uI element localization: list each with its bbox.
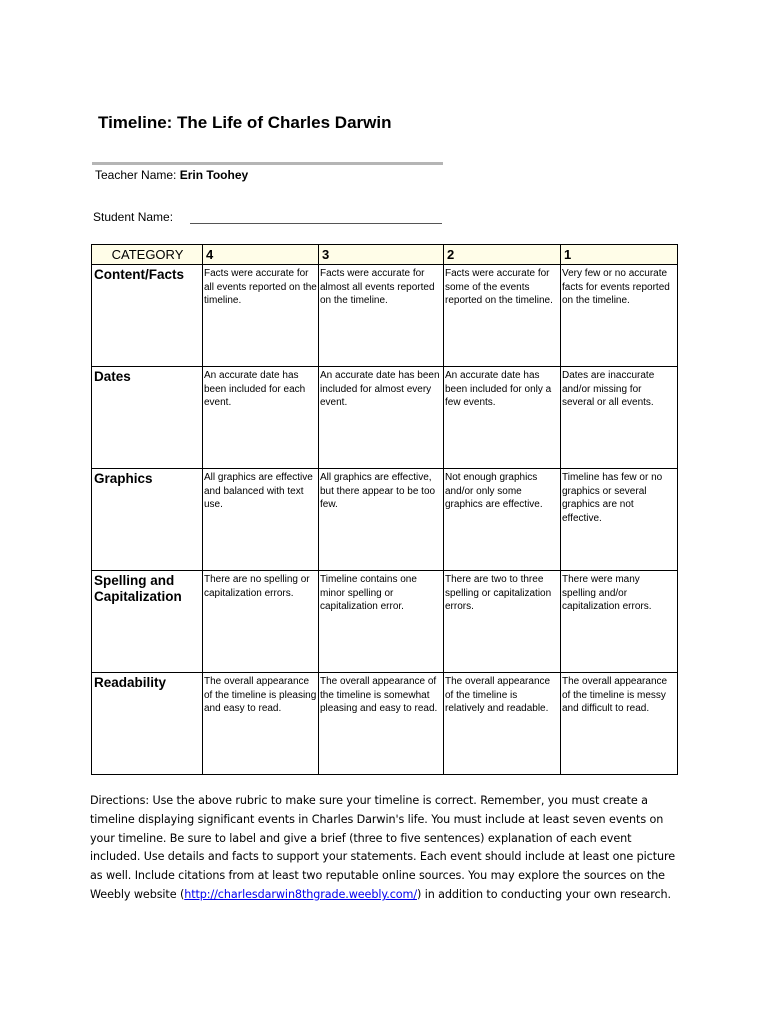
rubric-cell: An accurate date has been included for each event.	[203, 367, 319, 469]
rubric-cell: An accurate date has been included for only a few events.	[444, 367, 561, 469]
rubric-cell: There are two to three spelling or capitalization errors.	[444, 571, 561, 673]
title-divider	[92, 162, 443, 165]
rubric-cell: There were many spelling and/or capitalization errors.	[561, 571, 678, 673]
category-label: Graphics	[92, 469, 203, 571]
directions-text: Directions: Use the above rubric to make sure your timeline is correct. Remember, you must create a timeline displaying significant events in Charles Darwin's life. You must include at least seven events on your timeline. Be sure to label and give a brief (three to five sentences) explanation of each event included. Use details and facts to support your statements. Each event should include at least one picture as well. Include citations from at least two reputable online sources. You may explore the sources on the Weebly website (	[90, 794, 676, 901]
rubric-cell: Facts were accurate for almost all events reported on the timeline.	[319, 265, 444, 367]
header-score-4: 4	[203, 245, 319, 265]
rubric-cell: The overall appearance of the timeline is somewhat pleasing and easy to read.	[319, 673, 444, 775]
rubric-cell: The overall appearance of the timeline is messy and difficult to read.	[561, 673, 678, 775]
header-category: CATEGORY	[92, 245, 203, 265]
category-label: Readability	[92, 673, 203, 775]
category-label: Content/Facts	[92, 265, 203, 367]
rubric-cell: Dates are inaccurate and/or missing for several or all events.	[561, 367, 678, 469]
weebly-link[interactable]: http://charlesdarwin8thgrade.weebly.com/	[184, 887, 417, 901]
rubric-table	[91, 244, 678, 775]
rubric-row-content-facts	[92, 265, 678, 367]
rubric-cell: Facts were accurate for some of the events reported on the timeline.	[444, 265, 561, 367]
rubric-cell: The overall appearance of the timeline is pleasing and easy to read.	[203, 673, 319, 775]
rubric-cell: Facts were accurate for all events reported on the timeline.	[203, 265, 319, 367]
page-title: Timeline: The Life of Charles Darwin	[98, 113, 392, 132]
category-label: Dates	[92, 367, 203, 469]
header-score-2: 2	[444, 245, 561, 265]
rubric-header-row	[92, 245, 678, 265]
rubric-cell: Not enough graphics and/or only some graphics are effective.	[444, 469, 561, 571]
rubric-cell: There are no spelling or capitalization errors.	[203, 571, 319, 673]
teacher-name-value: Erin Toohey	[179, 168, 249, 182]
student-name-blank[interactable]	[190, 223, 442, 224]
rubric-cell: All graphics are effective and balanced with text use.	[203, 469, 319, 571]
rubric-cell: All graphics are effective, but there appear to be too few.	[319, 469, 444, 571]
rubric-cell: The overall appearance of the timeline is relatively and readable.	[444, 673, 561, 775]
rubric-row-graphics	[92, 469, 678, 571]
rubric-cell: Timeline contains one minor spelling or capitalization error.	[319, 571, 444, 673]
header-score-1: 1	[561, 245, 678, 265]
directions-paragraph	[90, 792, 680, 905]
rubric-cell: Very few or no accurate facts for events reported on the timeline.	[561, 265, 678, 367]
rubric-row-readability	[92, 673, 678, 775]
student-name-label: Student Name:	[93, 210, 174, 224]
rubric-row-dates	[92, 367, 678, 469]
rubric-cell: An accurate date has been included for almost every event.	[319, 367, 444, 469]
teacher-name-label: Teacher Name:	[95, 168, 177, 182]
category-label: Spelling and Capitalization	[92, 571, 203, 673]
rubric-row-spelling	[92, 571, 678, 673]
header-score-3: 3	[319, 245, 444, 265]
teacher-name-line	[95, 168, 248, 182]
directions-text-end: ) in addition to conducting your own research.	[417, 887, 671, 901]
rubric-cell: Timeline has few or no graphics or several graphics are not effective.	[561, 469, 678, 571]
